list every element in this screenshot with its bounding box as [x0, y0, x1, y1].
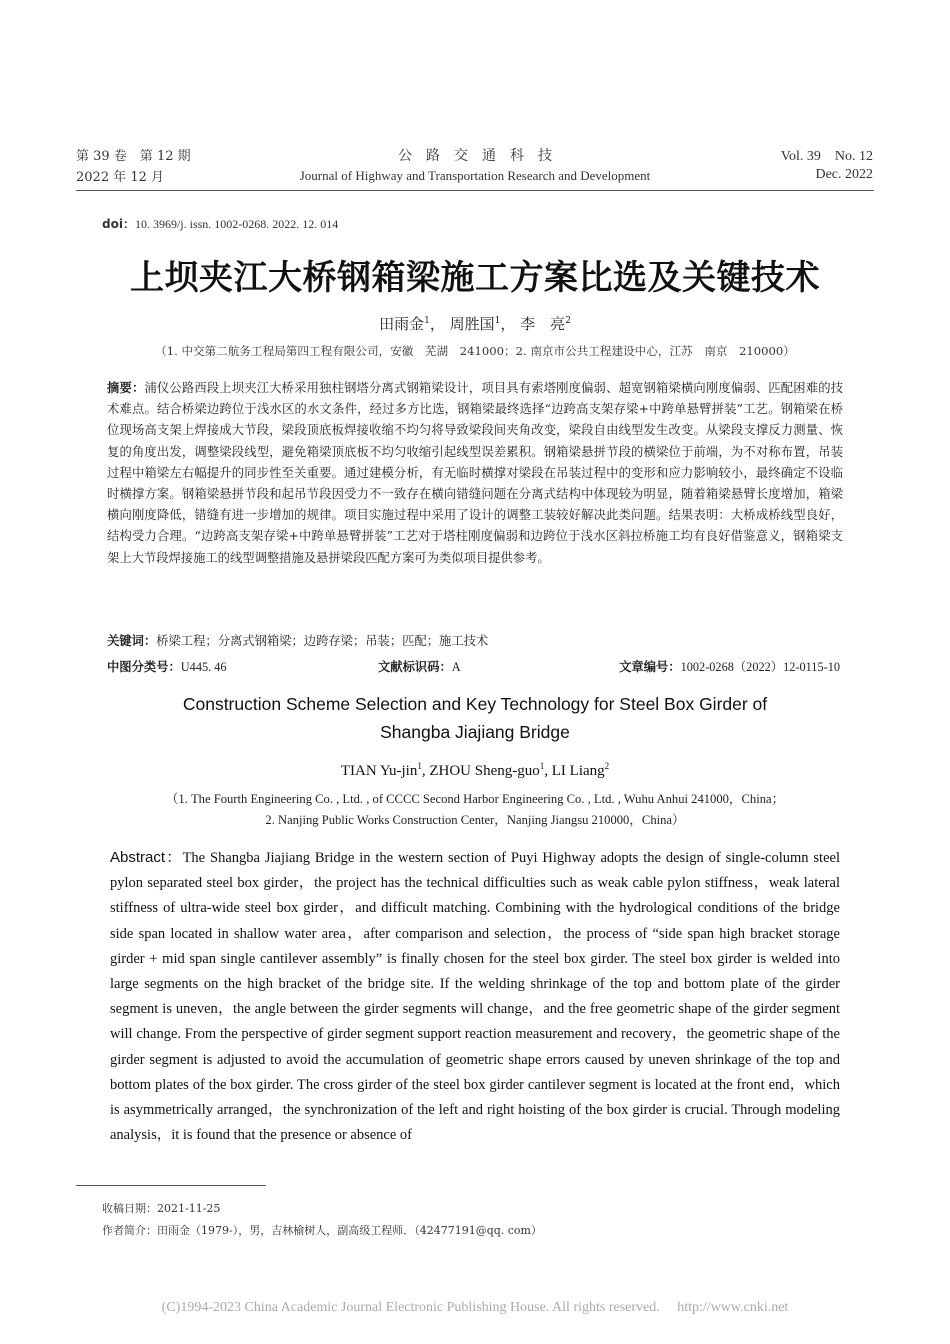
author-en-3-sup: 2	[604, 761, 610, 771]
cnki-watermark: (C)1994-2023 China Academic Journal Electronic Publishing House. All rights reserved. http://www.cnki.net	[161, 1300, 789, 1315]
clc-value: U445. 46	[180, 660, 227, 674]
title-en-line-1: Construction Scheme Selection and Key Technology for Steel Box Girder of	[182, 694, 768, 714]
keywords-cn	[107, 631, 843, 652]
article-number-value: 1002-0268（2022）12-0115-10	[680, 660, 840, 674]
doc-code-label: 文献标识码：	[378, 660, 452, 674]
header-date-en: Dec. 2022	[815, 167, 873, 182]
doi-label: doi：	[102, 217, 135, 231]
author-cn-3-sup: 2	[565, 316, 571, 326]
header-journal-en: Journal of Highway and Transportation Research and Development	[299, 168, 651, 183]
author-en-2-sup: 1	[539, 761, 545, 771]
author-en-sep: ,	[544, 763, 552, 779]
affiliation-cn: （1. 中交第二航务工程局第四工程有限公司，安徽 芜湖 241000；2. 南京市公共工程建设中心，江苏 南京 210000）	[155, 344, 795, 358]
author-cn-sep: ，	[429, 315, 445, 333]
abstract-en	[110, 845, 840, 1148]
article-number-label: 文章编号：	[619, 660, 681, 674]
affiliation-en	[0, 789, 950, 831]
received-date: 收稿日期：2021-11-25	[102, 1202, 221, 1215]
author-cn-1: 田雨金	[379, 315, 425, 333]
author-en-1: TIAN Yu-jin	[340, 763, 418, 779]
affiliation-en-line-2: 2. Nanjing Public Works Construction Center，Nanjing Jiangsu 210000，China）	[265, 813, 685, 827]
author-cn-2: 周胜国	[449, 315, 495, 333]
author-cn-1-sup: 1	[424, 316, 430, 326]
header-date-cn: 2022 年 12 月	[76, 170, 165, 185]
abstract-en-text: The Shangba Jiajiang Bridge in the western section of Puyi Highway adopts the design of single-column steel pylon separated steel box girder，the project has the technical difficulties such as weak cable pylon stiffness，weak lateral stiffness of ultra-wide steel box girder，and difficult matching. Combining with the hydrological conditions of the bridge side span located in shallow water area，after comparison and selection，the process of “side span high bracket storage girder + mid span single cantilever assembly” is finally chosen for the steel box girder. The steel box girder is welded into large segments on the high bracket of the bridge site. If the welding shrinkage of the top and bottom plate of the girder segment is uneven，the angle between the girder segments will change，and the free geometric shape of the girder segment will change. From the perspective of girder segment support reaction measurement and recovery，the geometric shape of the girder segment is adjusted to avoid the accumulation of geometric shape errors caused by uneven shrinkage of the top and bottom plates of the box girder. The cross girder of the steel box girder cantilever segment is located at the front end，which is asymmetrically arranged，the synchronization of the left and right hoisting of the box girder is crucial. Through modeling analysis，it is found that the presence or absence of	[110, 850, 840, 1144]
header-vol-no-en: Vol. 39 No. 12	[780, 149, 873, 164]
author-bio: 作者简介：田雨金（1979-），男，吉林榆树人，副高级工程师．（42477191@qq. com）	[102, 1224, 542, 1237]
header-rule	[76, 190, 874, 191]
doi-line	[102, 215, 338, 232]
author-en-3: LI Liang	[551, 763, 605, 779]
abstract-cn	[107, 378, 843, 569]
title-en	[0, 690, 950, 746]
header-volume-issue: 第 39 卷 第 12 期	[76, 149, 191, 164]
authors-en	[0, 763, 950, 780]
keywords-cn-label: 关键词：	[107, 634, 157, 648]
document-code	[378, 657, 461, 675]
authors-cn	[0, 313, 950, 334]
author-en-2: ZHOU Sheng-guo	[429, 763, 540, 779]
doi-value[interactable]: 10. 3969/j. issn. 1002-0268. 2022. 12. 014	[134, 217, 339, 231]
author-cn-2-sup: 1	[494, 316, 501, 326]
keywords-cn-text: 桥梁工程；分离式钢箱梁；边跨存梁；吊装；匹配；施工技术	[156, 634, 489, 648]
abstract-en-label: Abstract：	[110, 849, 183, 866]
footnote-rule	[76, 1185, 266, 1186]
affiliation-en-line-1: （1. The Fourth Engineering Co. , Ltd. , of CCCC Second Harbor Engineering Co. , Ltd. , Wuhu Anhui 241000，China；	[165, 792, 785, 806]
clc-label: 中图分类号：	[107, 660, 181, 674]
author-cn-sep: ，	[500, 315, 516, 333]
doc-code-value: A	[451, 660, 461, 674]
title-cn: 上坝夹江大桥钢箱梁施工方案比选及关键技术	[130, 258, 820, 298]
author-cn-3: 李 亮	[520, 315, 566, 333]
title-en-line-2: Shangba Jiajiang Bridge	[380, 722, 570, 742]
header-journal-cn: 公 路 交 通 科 技	[398, 148, 552, 164]
abstract-cn-text: 浦仪公路西段上坝夹江大桥采用独柱钢塔分离式钢箱梁设计，项目具有索塔刚度偏弱、超宽钢箱梁横向刚度偏弱、匹配困难的技术难点。结合桥梁边跨位于浅水区的水文条件，经过多方比选，钢箱梁最终选择“边跨高支架存梁+中跨单悬臂拼装”工艺。钢箱梁在桥位现场高支架上焊接成大节段，梁段顶底板焊接收缩不均匀将导致梁段间夹角改变，梁段自由线型发生改变。从梁段支撑反力测量、恢复的角度出发，调整梁段线型，避免箱梁顶底板不均匀收缩引起线型误差累积。钢箱梁悬拼节段的横梁位于前端，为不对称布置，吊装过程中箱梁左右幅提升的同步性至关重要。通过建模分析，有无临时横撑对梁段在吊装过程中的变形和应力影响较小，最终确定不设临时横撑方案。钢箱梁悬拼节段和起吊节段因受力不一致存在横向错缝问题在分离式结构中体现较为明显，随着箱梁悬臂长度增加，箱梁横向刚度降低，错缝有进一步增加的规律。项目实施过程中采用了设计的调整工装较好解决此类问题。结果表明：大桥成桥线型良好，结构受力合理。“边跨高支架存梁+中跨单悬臂拼装”工艺对于塔柱刚度偏弱和边跨位于浅水区斜拉桥施工均有良好借鉴意义，钢箱梁支架上大节段焊接施工的线型调整措施及悬拼梁段匹配方案可为类似项目提供参考。	[107, 381, 843, 565]
clc-number	[107, 657, 227, 675]
author-en-sep: ,	[421, 763, 430, 779]
abstract-cn-label: 摘要：	[107, 381, 145, 395]
author-en-1-sup: 1	[417, 761, 422, 771]
article-number	[619, 657, 840, 675]
